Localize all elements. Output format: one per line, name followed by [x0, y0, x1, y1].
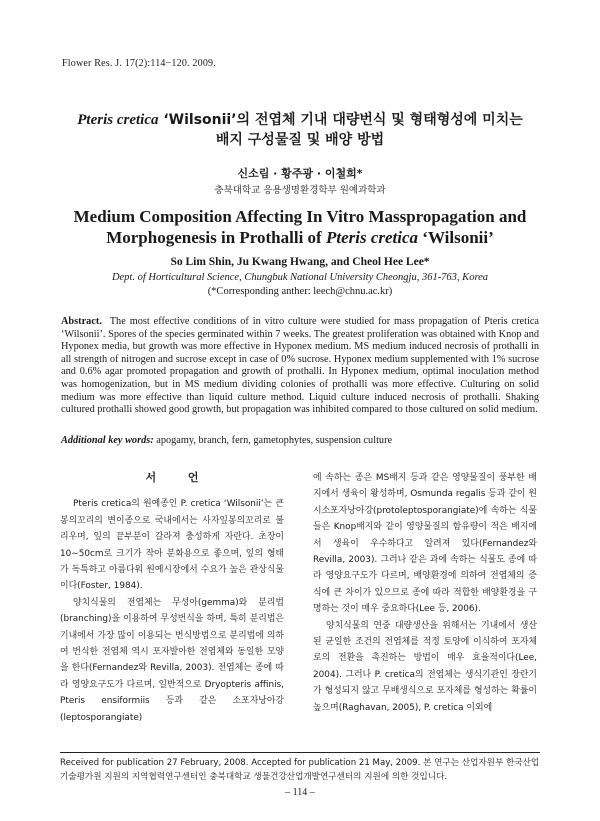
abstract-label: Abstract. — [61, 316, 102, 327]
korean-authors: 신소림 · 황주광 · 이철희* — [237, 167, 363, 180]
right-paragraph-1: 에 속하는 종은 MS배지 등과 같은 영양물질이 풍부한 배지에서 생육이 왕성하며, Osmunda regalis 등과 같이 원시소포자낭아강(protoleptosporangiate)에 속하는 식물들은 Knop배지와 같이 영양물질의 함유량이 적은 배지에서 생육이 우수하다고 알려져 있다(Fernandez와 Revilla, 2003). 그러나 같은 과에 속하는 식물도 종에 따라 영양요구도가 다르며, 배양환경에 의하여 전엽체의 증식에 큰 차이가 있으므로 종에 따라 적합한 배양환경을 구명하는 것이 매우 중요하다(Lee 등, 2006). — [313, 473, 537, 615]
corresponding-author: (*Corresponding anther: leech@chnu.ac.kr) — [207, 286, 393, 297]
korean-affiliation: 충북대학교 응용생명환경학부 원예과학과 — [214, 185, 386, 196]
english-department: Dept. of Horticultural Science, Chungbuk National University Cheongju, 361-763, Korea — [111, 272, 489, 283]
body-right-column — [313, 470, 537, 716]
body-left-column — [60, 470, 284, 726]
english-title — [40, 206, 560, 248]
korean-title-line1: ‘Wilsonii’의 전엽체 기내 대량번식 및 형태형성에 미치는 — [158, 112, 523, 128]
abstract-text: The most effective conditions of in vitro culture were studied for mass propagation of Pteris cretica ‘Wilsonii’. Spores of the species germinated within 7 weeks. The greatest proliferation was obtained with Knop and Hyponex media, but growth was more effective in Hyponex medium. MS medium induced necrosis of prothalli in all strength of nitrogen and sucrose except in case of 0% sucrose. Hyponex medium supplemented with 1% sucrose and 0.6% agar promoted propagation and growth of prothalli. In Hyponex medium, optimal inoculation method was homogenization, but in MS medium dividing colonies of prothalli was more effective. Culturing on solid medium was more effective than liquid culture method. Liquid culture induced necrosis of prothalli. Shaking cultured prothalli showed good growth, but propagation was inhibited compared to those cultured on solid medium. — [61, 316, 539, 416]
keywords — [61, 435, 539, 446]
footnote-divider — [60, 752, 540, 753]
keywords-label: Additional key words: — [61, 435, 154, 446]
korean-title-line2: 배지 구성물질 및 배양 방법 — [215, 132, 385, 148]
english-title-line1: Medium Composition Affecting In Vitro Masspropagation and — [73, 207, 527, 226]
english-title-line2-post: ‘Wilsonii’ — [418, 228, 494, 247]
right-paragraph-2: 양치식물의 연중 대량생산을 위해서는 기내에서 생산된 균일한 조건의 전엽체를 적정 토양에 이식하여 포자체로의 전환을 촉진하는 방법이 매우 효율적이다(Lee, 2004). 그러나 P. cretica의 전엽체는 생식기관인 장란기가 형성되지 않고 무배생식으로 포자체를 형성하는 확률이 높으며(Raghavan, 2005), P. cretica 이외에 — [313, 620, 537, 713]
korean-title-species: Pteris cretica — [77, 112, 159, 128]
keywords-text: apogamy, branch, fern, gametophytes, suspension culture — [156, 435, 393, 446]
left-paragraph-2: 양치식물의 전엽체는 무성아(gemma)와 분리법(branching)을 이용하여 무성번식을 하며, 특히 분리법은 기내에서 가장 많이 이용되는 번식방법으로 분리법에 의하여 번식한 전엽체 역시 포자발아한 전엽체와 동일한 모양을 한다(Fernandez와 Revilla, 2003). 전엽체는 종에 따라 영양요구도가 다르며, 일반적으로 Dryopteris affinis, Pteris ensiformiis 등과 같은 소포자낭아강(leptosporangiate) — [60, 597, 284, 723]
english-authors: So Lim Shin, Ju Kwang Hwang, and Cheol Hee Lee* — [170, 256, 430, 268]
left-paragraph-1: Pteris cretica의 원예종인 P. cretica ‘Wilsonii’는 큰봉의꼬리의 변이종으로 국내에서는 사자잎봉의꼬리로 불리우며, 잎의 끝부분이 갈라져 충성하게 자란다. 초장이 10∼50cm로 크기가 작아 분화용으로 좋으며, 잎의 형태가 독특하고 아름다워 원예시장에서 수요가 높은 관상식물이다(Foster, 1984). — [60, 499, 284, 592]
journal-citation: Flower Res. J. 17(2):114−120. 2009. — [62, 58, 216, 69]
page-number: – 114 – — [285, 787, 315, 798]
footnote: Received for publication 27 February, 2008. Accepted for publication 21 May, 2009. 본 연구는 산업자원부 한국산업기술평가원 지원의 지역협력연구센터인 충북대학교 생물건강산업개발연구센터의 지원에 의한 것입니다. — [60, 758, 540, 782]
korean-title — [40, 110, 560, 150]
english-title-species: Pteris cretica — [325, 228, 419, 247]
section-heading: 서 언 — [145, 471, 213, 484]
abstract — [61, 316, 539, 417]
english-title-line2-pre: Morphogenesis in Prothalli of — [106, 228, 326, 247]
